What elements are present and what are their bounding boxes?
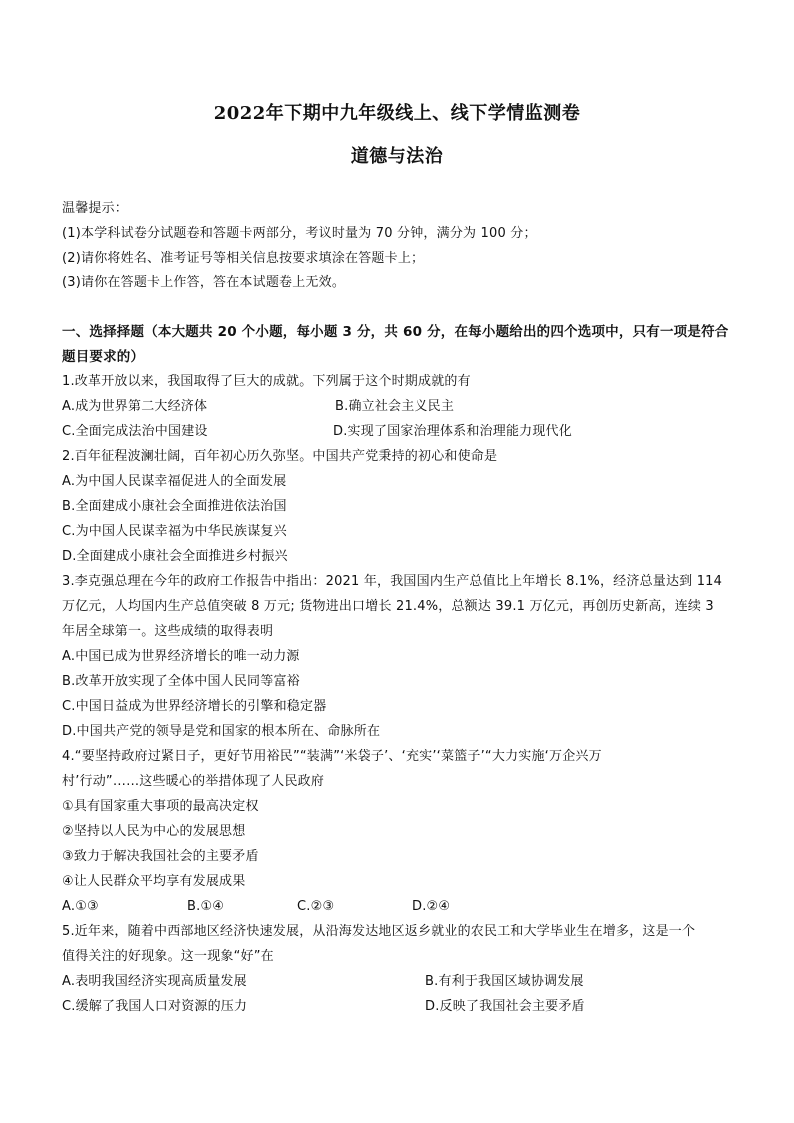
q5-option-b: B.有利于我国区域协调发展 bbox=[425, 974, 584, 989]
q1-option-d: D.实现了国家治理体系和治理能力现代化 bbox=[333, 424, 572, 439]
question-3-stem-cont: 万亿元，人均国内生产总值突破 8 万元; 货物进出口增长 21.4%，总额达 39.1 万亿元，再创历史新高，连续 3 bbox=[62, 599, 714, 614]
section-heading-cont: 题目要求的） bbox=[62, 349, 145, 365]
exam-title: 2022年下期中九年级线上、线下学情监测卷 bbox=[213, 103, 581, 124]
q3-option-b: B.改革开放实现了全体中国人民同等富裕 bbox=[62, 674, 300, 689]
q5-option-c: C.缓解了我国人口对资源的压力 bbox=[62, 999, 248, 1014]
question-4-stem: 4.“要坚持政府过紧日子，更好节用裕民”“装满”‘米袋子’、‘充实’‘菜篮子’“大力实施‘万企兴万 bbox=[62, 749, 602, 764]
q1-option-b: B.确立社会主义民主 bbox=[335, 399, 455, 414]
q3-option-c: C.中国日益成为世界经济增长的引擎和稳定器 bbox=[62, 699, 327, 714]
q2-option-b: B.全面建成小康社会全面推进依法治国 bbox=[62, 499, 287, 514]
question-3-stem-cont: 年居全球第一。这些成绩的取得表明 bbox=[62, 624, 274, 639]
notice-item: (1)本学科试卷分试题卷和答题卡两部分，考议时量为 70 分钟，满分为 100 分； bbox=[62, 226, 537, 241]
q3-option-d: D.中国共产党的领导是党和国家的根本所在、命脉所在 bbox=[62, 724, 381, 739]
q4-option-c: C.②③ bbox=[297, 899, 335, 914]
q5-option-d: D.反映了我国社会主要矛盾 bbox=[425, 999, 585, 1014]
question-5-stem: 5.近年来，随着中西部地区经济快速发展，从沿海发达地区返乡就业的农民工和大学毕业生在增多，这是一个 bbox=[62, 924, 696, 939]
q4-option-d: D.②④ bbox=[412, 899, 451, 914]
question-2-stem: 2.百年征程波澜壮阔，百年初心历久弥坚。中国共产党秉持的初心和使命是 bbox=[62, 449, 498, 464]
q4-statement-2: ②坚持以人民为中心的发展思想 bbox=[62, 824, 246, 839]
subject-title: 道德与法治 bbox=[350, 146, 444, 167]
question-4-stem-cont: 村’行动”……这些暖心的举措体现了人民政府 bbox=[62, 774, 325, 789]
q4-statement-4: ④让人民群众平均享有发展成果 bbox=[62, 874, 246, 889]
notice-item: (3)请你在答题卡上作答，答在本试题卷上无效。 bbox=[62, 275, 346, 290]
section-heading: 一、选择择题（本大题共 20 个小题，每小题 3 分，共 60 分，在每小题给出的四个选项中，只有一项是符合 bbox=[62, 324, 729, 340]
notice-heading: 温馨提示： bbox=[62, 201, 129, 216]
q3-option-a: A.中国已成为世界经济增长的唯一动力源 bbox=[62, 649, 300, 664]
question-5-stem-cont: 值得关注的好现象。这一现象“好”在 bbox=[62, 949, 274, 964]
q2-option-a: A.为中国人民谋幸福促进人的全面发展 bbox=[62, 474, 287, 489]
q1-option-c: C.全面完成法治中国建设 bbox=[62, 424, 208, 439]
q4-statement-1: ①具有国家重大事项的最高决定权 bbox=[62, 799, 259, 814]
q2-option-c: C.为中国人民谋幸福为中华民族谋复兴 bbox=[62, 524, 287, 539]
q4-option-a: A.①③ bbox=[62, 899, 99, 914]
question-1-stem: 1.改革开放以来，我国取得了巨大的成就。下列属于这个时期成就的有 bbox=[62, 374, 471, 389]
q4-statement-3: ③致力于解决我国社会的主要矛盾 bbox=[62, 849, 259, 864]
notice-item: (2)请你将姓名、准考证号等相关信息按要求填涂在答题卡上； bbox=[62, 251, 425, 266]
q1-option-a: A.成为世界第二大经济体 bbox=[62, 399, 208, 414]
question-3-stem: 3.李克强总理在今年的政府工作报告中指出：2021 年，我国国内生产总值比上年增长 8.1%，经济总量达到 114 bbox=[62, 574, 723, 589]
q5-option-a: A.表明我国经济实现高质量发展 bbox=[62, 974, 247, 989]
q4-option-b: B.①④ bbox=[187, 899, 225, 914]
q2-option-d: D.全面建成小康社会全面推进乡村振兴 bbox=[62, 549, 288, 564]
